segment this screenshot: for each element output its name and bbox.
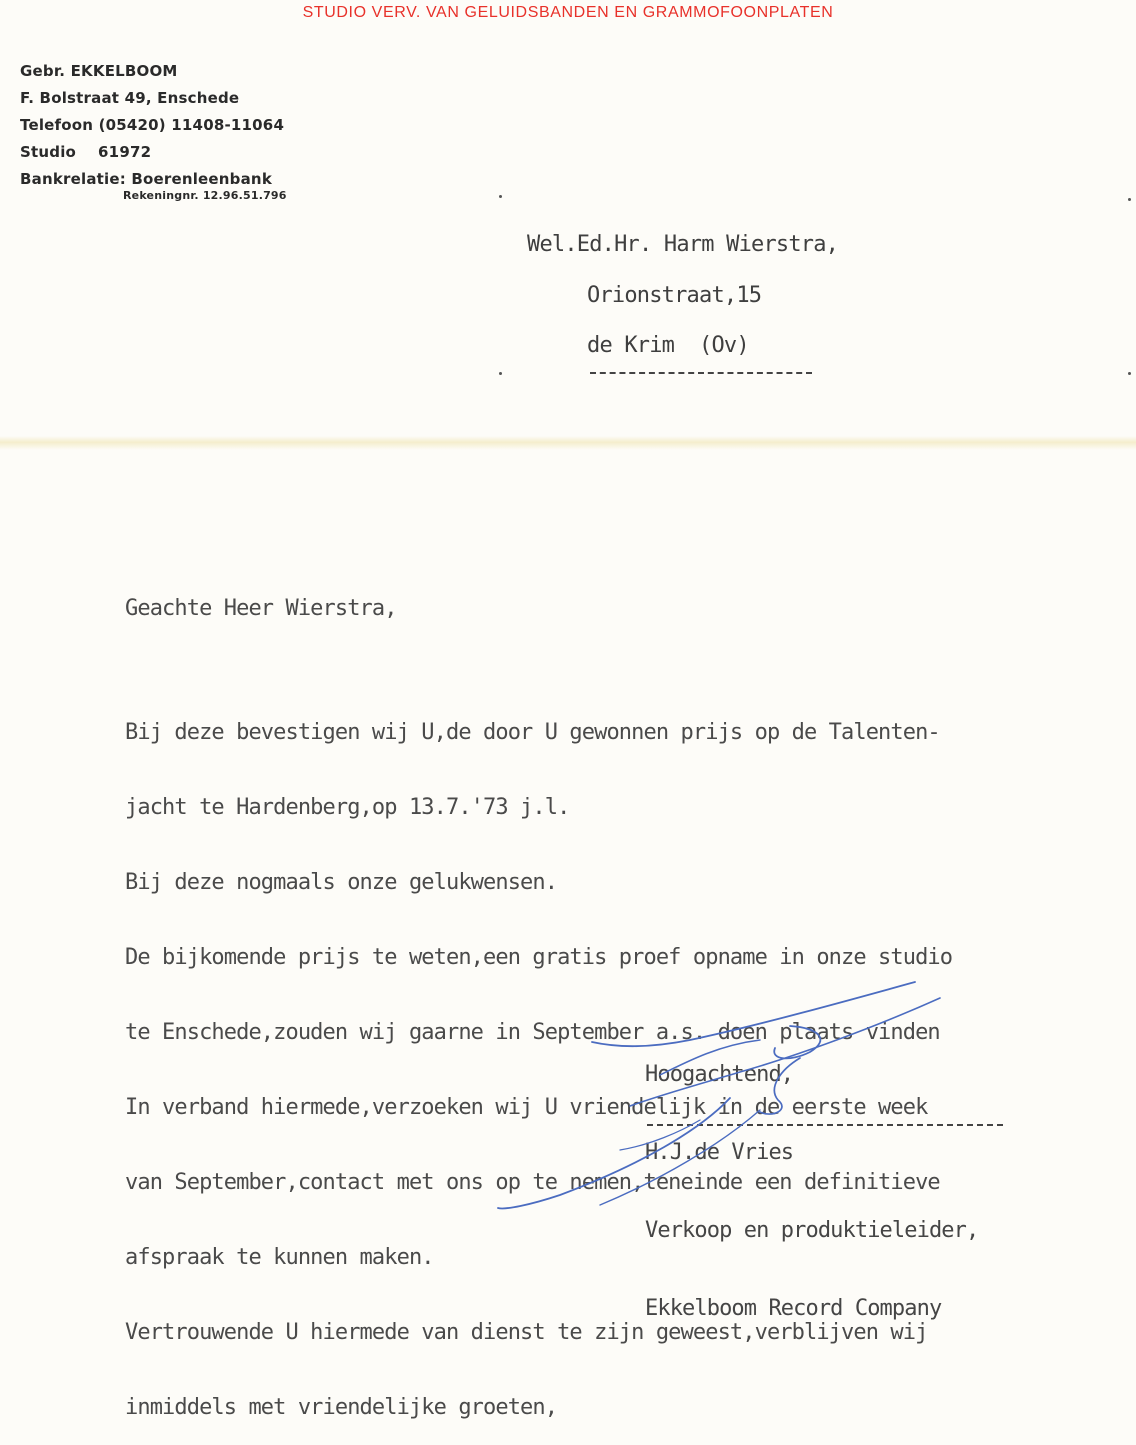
closing-greeting: Hoogachtend, xyxy=(645,1062,794,1087)
closing-company: Ekkelboom Record Company xyxy=(645,1296,942,1321)
body-line: afspraak te kunnen maken. xyxy=(125,1245,434,1270)
body-line: Bij deze bevestigen wij U,de door U gewonnen prijs op de Talenten- xyxy=(125,720,940,745)
body-line: inmiddels met vriendelijke groeten, xyxy=(125,1395,558,1420)
body-line: De bijkomende prijs te weten,een gratis proef opname in onze studio xyxy=(125,945,953,970)
body-line: jacht te Hardenberg,op 13.7.'73 j.l. xyxy=(125,795,570,820)
closing-title: Verkoop en produktieleider, xyxy=(645,1218,979,1243)
sender-bank: Bankrelatie: Boerenleenbank xyxy=(20,170,272,188)
signature-strokes xyxy=(498,982,940,1208)
sender-address: F. Bolstraat 49, Enschede xyxy=(20,89,240,107)
studio-label: Studio xyxy=(20,143,77,161)
closing-signer: H.J.de Vries xyxy=(645,1140,794,1165)
letterhead-banner: STUDIO VERV. VAN GELUIDSBANDEN EN GRAMMOFOONPLATEN xyxy=(302,4,834,21)
sender-phone: Telefoon (05420) 11408-11064 xyxy=(20,116,285,134)
recipient-city: de Krim (Ov) xyxy=(587,333,749,358)
body-line: Bij deze nogmaals onze gelukwensen. xyxy=(125,870,558,895)
body-line: In verband hiermede,verzoeken wij U vriendelijk in de eerste week xyxy=(125,1095,928,1120)
salutation: Geachte Heer Wierstra, xyxy=(125,596,397,621)
sender-company: Gebr. EKKELBOOM xyxy=(20,62,178,80)
recipient-name: Wel.Ed.Hr. Harm Wierstra, xyxy=(527,232,839,257)
recipient-street: Orionstraat,15 xyxy=(587,283,762,308)
studio-number: 61972 xyxy=(98,143,152,161)
body-line: te Enschede,zouden wij gaarne in September a.s. doen plaats vinden xyxy=(125,1020,940,1045)
body-line: Vertrouwende U hiermede van dienst te zijn geweest,verblijven wij xyxy=(125,1320,928,1345)
sender-account: Rekeningnr. 12.96.51.796 xyxy=(123,189,287,202)
body-line: van September,contact met ons op te nemen,teneinde een definitieve xyxy=(125,1170,940,1195)
